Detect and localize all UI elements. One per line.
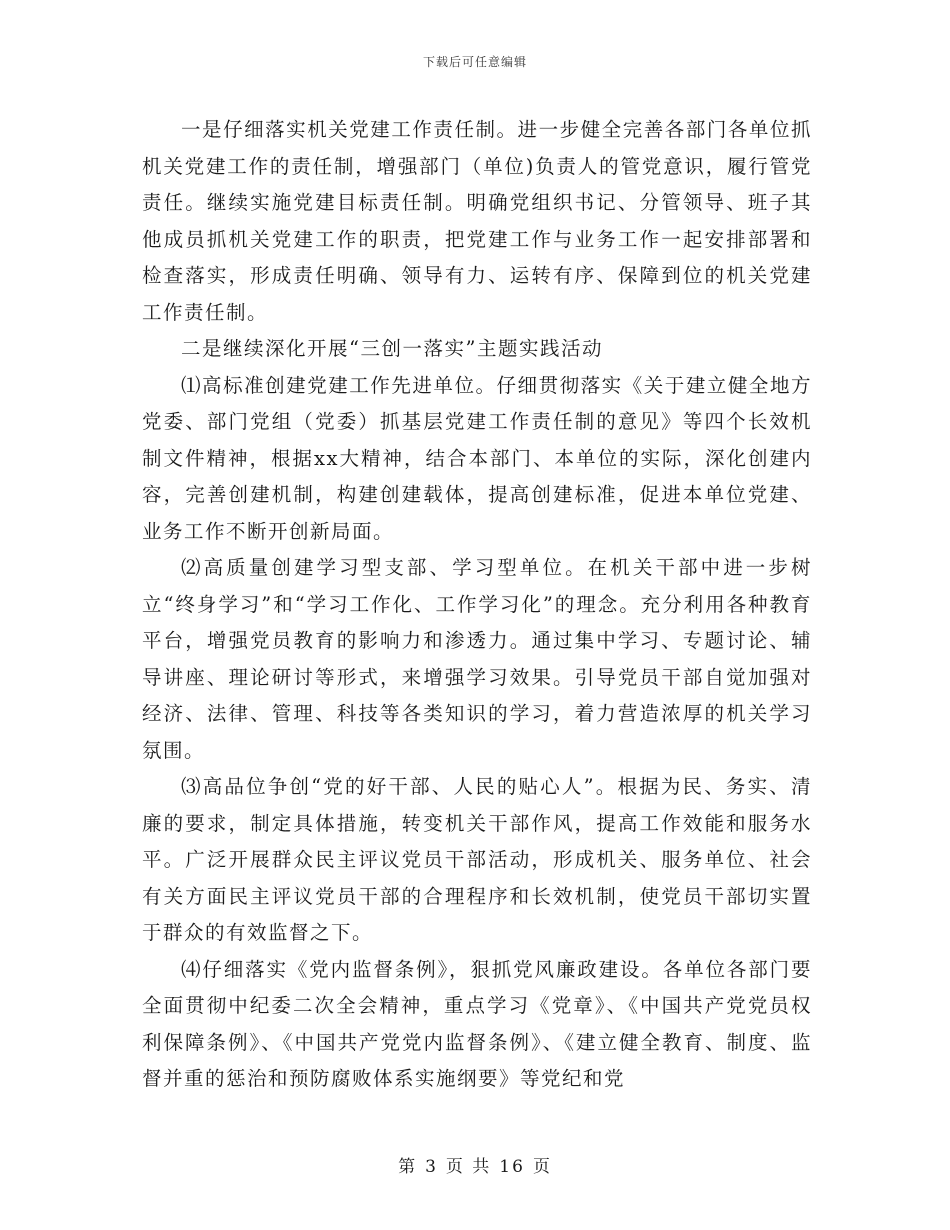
page-footer [0, 1152, 950, 1177]
paragraph-6: ⑷仔细落实《党内监督条例》，狠抓党风廉政建设。各单位各部门要全面贯彻中纪委二次全会精神，重点学习《党章》、《中国共产党党员权利保障条例》、《中国共产党党内监督条例》、《建立健全教育、制度、监督并重的惩治和预防腐败体系实施纲要》等党纪和党 [142, 957, 812, 1090]
footer-middle: 页 共 [445, 1157, 492, 1177]
paragraph-5: ⑶高品位争创“党的好干部、人民的贴心人”。根据为民、务实、清廉的要求，制定具体措施，转变机关干部作风，提高工作效能和服务水平。广泛开展群众民主评议党员干部活动，形成机关、服务单位、社会有关方面民主评议党员干部的合理程序和长效机制，使党员干部切实置于群众的有效监督之下。 [142, 775, 812, 944]
current-page-number: 3 [425, 1157, 438, 1177]
footer-prefix: 第 [398, 1157, 418, 1177]
paragraph-1: 一是仔细落实机关党建工作责任制。进一步健全完善各部门各单位抓机关党建工作的责任制，增强部门（单位)负责人的管党意识，履行管党责任。继续实施党建目标责任制。明确党组织书记、分管领导、班子其他成员抓机关党建工作的职责，把党建工作与业务工作一起安排部署和检查落实，形成责任明确、领导有力、运转有序、保障到位的机关党建工作责任制。 [142, 118, 812, 324]
footer-suffix: 页 [532, 1157, 552, 1177]
document-body [142, 112, 812, 1098]
total-pages-number: 16 [499, 1157, 525, 1177]
paragraph-4: ⑵高质量创建学习型支部、学习型单位。在机关干部中进一步树立“终身学习”和“学习工作化、工作学习化”的理念。充分利用各种教育平台，增强党员教育的影响力和渗透力。通过集中学习、专题讨论、辅导讲座、理论研讨等形式，来增强学习效果。引导党员干部自觉加强对经济、法律、管理、科技等各类知识的学习，着力营造浓厚的机关学习氛围。 [142, 556, 812, 762]
page-header: 下载后可任意编辑 [422, 55, 527, 69]
paragraph-3: ⑴高标准创建党建工作先进单位。仔细贯彻落实《关于建立健全地方党委、部门党组（党委）抓基层党建工作责任制的意见》等四个长效机制文件精神，根据xx大精神，结合本部门、本单位的实际，深化创建内容，完善创建机制，构建创建载体，提高创建标准，促进本单位党建、业务工作不断开创新局面。 [142, 373, 812, 543]
paragraph-2: 二是继续深化开展“三创一落实”主题实践活动 [181, 337, 603, 360]
